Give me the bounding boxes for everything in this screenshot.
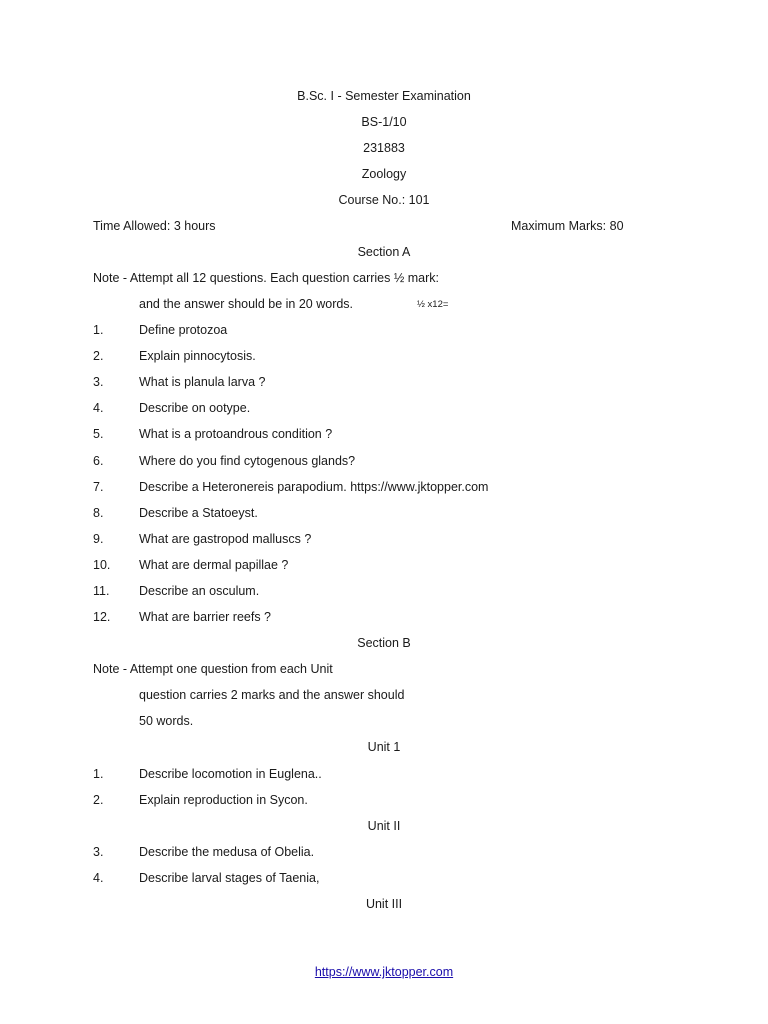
paper-id: 231883 [363,141,405,155]
section-b-note: Note - Attempt one question from each Unit [93,662,333,676]
question-text: What is planula larva ? [139,375,266,389]
question-text: Describe the medusa of Obelia. [139,845,315,859]
question-text: What are barrier reefs ? [139,610,271,624]
section-b-note-word-limit: 50 words. [139,714,194,728]
question-number: 4. [93,871,104,885]
footer [0,964,768,980]
unit-1-title: Unit 1 [367,740,401,754]
question-text: Define protozoa [139,323,228,337]
question-number: 12. [93,610,111,624]
section-b-note-continued: question carries 2 marks and the answer should [139,688,405,702]
question-text: Where do you find cytogenous glands? [139,454,356,468]
section-a-title: Section A [357,245,411,259]
exam-code: BS-1/10 [361,115,407,129]
question-number: 3. [93,375,104,389]
question-number: 10. [93,558,111,572]
question-number: 3. [93,845,104,859]
question-number: 1. [93,323,104,337]
question-number: 5. [93,427,104,441]
exam-title: B.Sc. I - Semester Examination [297,89,471,103]
question-number: 11. [93,584,110,598]
subject-title: Zoology [361,167,407,181]
section-a-marks-calc: ½ x12= [417,299,449,310]
question-number: 2. [93,793,104,807]
question-text: Explain reproduction in Sycon. [139,793,308,807]
question-number: 2. [93,349,104,363]
question-text: Describe a Statoeyst. [139,506,258,520]
question-text: What are gastropod malluscs ? [139,532,312,546]
section-a-note: Note - Attempt all 12 questions. Each question carries ½ mark: [93,271,440,285]
section-a-note-continued: and the answer should be in 20 words. [139,297,354,311]
question-number: 6. [93,454,104,468]
question-text: Describe locomotion in Euglena.. [139,767,322,781]
footer-link[interactable]: https://www.jktopper.com [314,965,454,979]
question-number: 4. [93,401,104,415]
unit-2-title: Unit II [367,819,401,833]
question-text: Describe a Heteronereis parapodium. https://www.jktopper.com [139,480,489,494]
question-text: Describe on ootype. [139,401,251,415]
question-text: What are dermal papillae ? [139,558,289,572]
question-number: 8. [93,506,104,520]
time-allowed: Time Allowed: 3 hours [93,219,216,233]
course-number: Course No.: 101 [338,193,430,207]
section-b-title: Section B [357,636,411,650]
question-text: Describe larval stages of Taenia, [139,871,320,885]
maximum-marks: Maximum Marks: 80 [511,219,624,233]
question-number: 1. [93,767,104,781]
unit-3-title: Unit III [365,897,403,911]
question-number: 9. [93,532,104,546]
question-text: What is a protoandrous condition ? [139,427,333,441]
question-text: Describe an osculum. [139,584,260,598]
question-text: Explain pinnocytosis. [139,349,256,363]
question-number: 7. [93,480,104,494]
